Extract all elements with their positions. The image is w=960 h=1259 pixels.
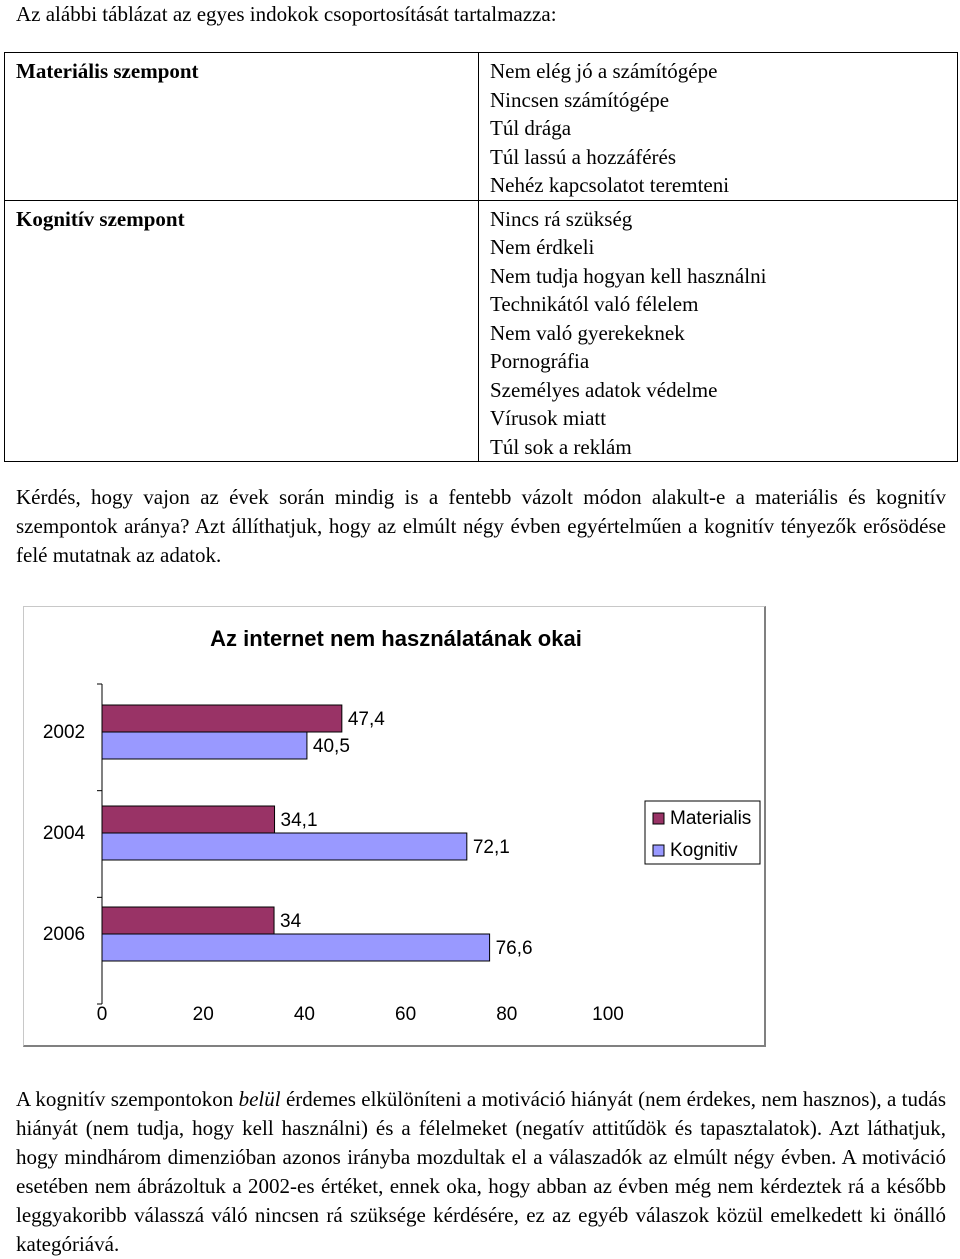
category-label: Materiális szempont [16,59,199,83]
x-tick-label: 80 [496,1004,518,1025]
category-label: 2006 [42,924,86,945]
list-item: Nincsen számítógépe [490,87,670,112]
data-label: 76,6 [495,938,533,959]
data-label: 40,5 [312,736,350,757]
legend-label: Materialis [670,808,752,829]
chart-title: Az internet nem használatának okai [210,626,582,651]
category-cell [5,53,479,201]
list-item: Nem elég jó a számítógépe [490,59,718,83]
legend-swatch [653,813,664,824]
data-label: 34,1 [280,810,318,831]
list-item: Személyes adatok védelme [490,377,718,402]
list-item: Pornográfia [490,349,590,373]
reasons-table [4,52,958,462]
data-label: 34 [280,911,302,932]
list-item: Túl sok a reklám [490,434,632,459]
closing-paragraph [16,1085,946,1259]
table-row [5,200,958,462]
intro-text: Az alábbi táblázat az egyes indokok csoportosítását tartalmazza: [16,2,557,26]
items-cell [479,200,958,462]
bar-materialis [102,705,342,732]
bar-materialis [102,806,275,833]
list-item: Nem érdkeli [490,235,595,259]
x-tick-label: 40 [293,1004,315,1025]
question-paragraph: Kérdés, hogy vajon az évek során mindig is a fentebb vázolt módon alakult-e a materiális és kognitív szempontok aránya? Azt állíthatjuk, hogy az elmúlt négy évben egyértelműen a kognitív tényezők erősödése felé mutatnak az adatok. [16,485,946,567]
data-label: 47,4 [347,709,385,730]
list-item: Nem való gyerekeknek [490,320,685,345]
bar-materialis [102,907,274,934]
category-label: 2002 [42,722,86,743]
list-item: Technikától való félelem [490,292,699,316]
items-cell [479,53,958,201]
data-label: 72,1 [472,837,510,858]
legend-label: Kognitiv [670,840,738,861]
closing-emphasis: belül [238,1087,281,1111]
list-item: Nehéz kapcsolatot teremteni [490,173,730,197]
list-item: Túl lassú a hozzáférés [490,144,676,169]
list-item: Túl drága [490,116,572,140]
bar-kognitiv [102,934,490,961]
category-label: Kognitív szempont [16,206,185,231]
x-tick-label: 60 [395,1004,417,1025]
category-label: 2004 [42,823,86,844]
list-item: Vírusok miatt [490,406,607,430]
closing-text-rest: érdemes elkülöníteni a motiváció hiányát (nem érdekes, nem hasznos), a tudás hiányát (nem tudja, hogy kell használni) és a félelmeket (negatív attitűdök és tapasztalatok). Azt láthatjuk, hogy mindhárom dimenzióban azonos irányba mozdultak el a válaszadók az elmúlt négy évben. A motiváció esetében nem ábrázoltuk a 2002-es értéket, ennek oka, hogy abban az évben még nem kérdeztek rá a később leggyakoribb válasszá váló nincsen rá szüksége kérdésére, ez az egyéb válaszok közül emelkedett ki önálló kategóriává. [16,1087,946,1256]
category-cell [5,200,479,462]
list-item: Nem tudja hogyan kell használni [490,263,767,288]
closing-text-start: A kognitív szempontokon [16,1087,239,1111]
table-row [5,53,958,201]
x-tick-label: 20 [192,1004,214,1025]
chart-container [23,606,766,1047]
bar-kognitiv [102,833,467,860]
list-item: Nincs rá szükség [490,206,633,231]
x-tick-label: 0 [96,1004,108,1025]
x-tick-label: 100 [592,1004,624,1025]
bar-kognitiv [102,732,307,759]
legend-swatch [653,845,664,856]
bar-chart [24,607,765,1046]
